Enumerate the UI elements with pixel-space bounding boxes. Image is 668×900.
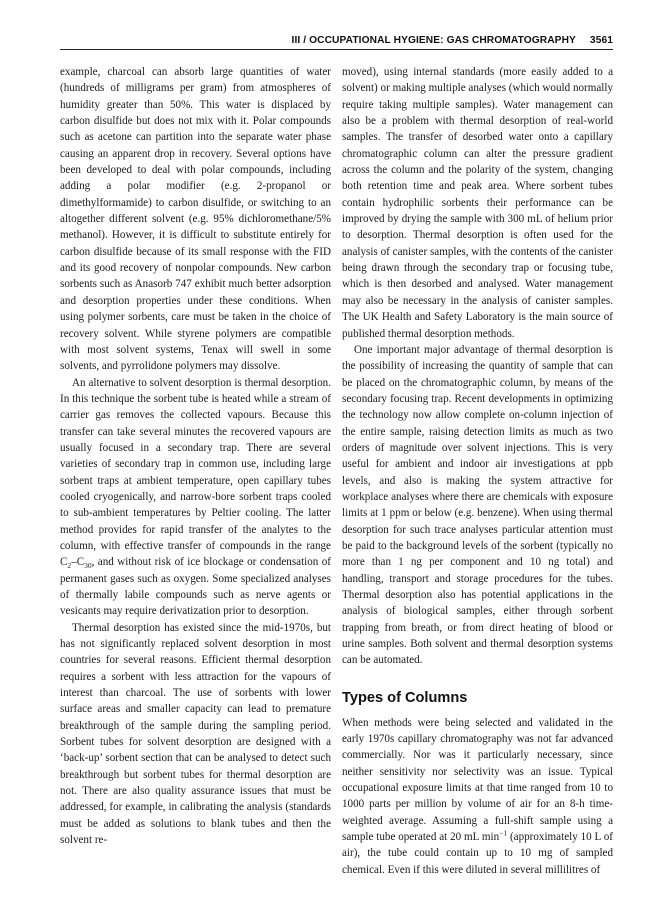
header-rule — [60, 49, 613, 50]
text-run: , and without risk of ice blockage or condensation of permanent gases such as oxygen. Some specialized analyses of thermally labile compounds such as nerve agents or vesicants may require derivatization prior to desorption. — [60, 556, 331, 618]
paragraph: moved), using internal standards (more easily added to a solvent) or making multiple analyses (which would normally require taking multiple samples). Water management can also be a problem with thermal desorption of real-world samples. The transfer of desorbed water onto a capillary chromatographic column can alter the pressure gradient across the column and the polarity of the system, changing both retention time and peak area. Where sorbent tubes contain hydrophilic sorbents their performance can be improved by drying the sample with 300 mL of helium prior to desorption. Thermal desorption is often used for the analysis of canister samples, with the contents of the canister being drawn through the secondary trap or focusing tube, which is then desorbed and analysed. Water management may also be necessary in the analysis of canister samples. The UK Health and Safety Laboratory is the main source of published thermal desorption methods. — [342, 66, 613, 340]
right-column — [342, 64, 613, 878]
paragraph: example, charcoal can absorb large quantities of water (hundreds of milligrams per gram) from atmospheres of humidity greater than 50%. This water is displaced by carbon disulfide but does not mix with it. Polar compounds such as acetone can partition into the separate water phase causing an apparent drop in recovery. Several options have been developed to deal with polar compounds, including adding a polar modifier (e.g. 2-propanol or dimethylformamide) to carbon disulfide, or switching to an altogether different solvent (e.g. 95% dichloromethane/5% methanol). However, it is difficult to substitute entirely for carbon disulfide because of its small response with the FID and its good recovery of nonpolar compounds. New carbon sorbents such as Anasorb 747 exhibit much better adsorption and desorption properties under these conditions. When using polymer sorbents, care must be taken in the choice of recovery solvent. While styrene polymers are compatible with most solvent systems, Tenax will swell in some solvents, and pyrrolidone polymers may dissolve. — [60, 66, 331, 373]
superscript: −1 — [499, 828, 508, 838]
text-run: –C — [71, 556, 85, 569]
left-column — [60, 64, 331, 849]
paragraph-thermal-desorption — [60, 375, 331, 620]
paragraph: One important major advantage of thermal desorption is the possibility of increasing the quantity of sample that can be placed on the chromatographic column, by means of the secondary focusing trap. Recent developments in optimizing the technology now allow complete on-column injection of the entire sample, raising detection limits as much as two orders of magnitude over solvent injections. This is very useful for ambient and indoor air investigations at ppb levels, and also is making the system attractive for workplace analyses where there are chemicals with exposure limits at 1 ppm or below (e.g. benzene). When using thermal desorption for such trace analyses particular attention must be paid to the background levels of the sorbent (typically no more than 1 ng per component and 10 ng total) and handling, transport and storage procedures for the tubes. Thermal desorption also has potential applications in the analysis of biological samples, either through sorbent trapping from breath, or from direct heating of blood or urine samples. Both solvent and thermal desorption systems can be automated. — [342, 343, 613, 667]
section-heading: Types of Columns — [342, 689, 468, 706]
page-number: 3561 — [589, 34, 613, 46]
paragraph: Thermal desorption has existed since the mid-1970s, but has not significantly replaced solvent desorption in most countries for several reasons. Efficient thermal desorption requires a sorbent with less attraction for the vapours of interest than charcoal. The use of sorbents with lower surface areas and smaller capacity can lead to premature breakthrough of the sample during the sampling period. Sorbent tubes for solvent desorption are designed with a ‘back-up’ sorbent section that can be analysed to detect such breakthrough but sorbent tubes for thermal desorption are not. There are also quality assurance issues that must be addressed, for example, in calibrating the analysis (standards must be added as solutions to blank tubes and then the solvent re- — [60, 621, 331, 847]
text-run: (approximately 10 L of air), the tube could contain up to 10 mg of sampled chemical. Even if this were diluted in several millilitres of — [342, 831, 613, 876]
paragraph-types-of-columns — [342, 715, 613, 878]
text-run: When methods were being selected and validated in the early 1970s capillary chromatography was not far advanced commercially. Nor was it particularly necessary, since neither sensitivity nor selectivity was an issue. Typical occupational exposure limits at that time ranged from 10 to 1000 parts per million by volume of air for an 8-h time-weighted average. Assuming a full-shift sample using a sample tube operated at 20 mL min — [342, 716, 613, 844]
subscript: 30 — [84, 561, 92, 571]
running-title: III / OCCUPATIONAL HYGIENE: GAS CHROMATOGRAPHY — [291, 34, 576, 46]
subscript: 2 — [67, 561, 72, 571]
text-run: An alternative to solvent desorption is thermal desorption. In this technique the sorbent tube is heated while a stream of carrier gas removes the collected vapours. Because this transfer can take several minutes the recovered vapours are usually focused in a secondary trap. There are several varieties of secondary trap in common use, including large sorbent traps at ambient temperature, open capillary tubes cooled cryogenically, and narrow-bore sorbent traps cooled to sub-ambient temperatures by Peltier cooling. The latter method provides for rapid transfer of the analytes to the column, with effective transfer of compounds in the range C — [60, 376, 331, 569]
running-header — [60, 31, 613, 49]
